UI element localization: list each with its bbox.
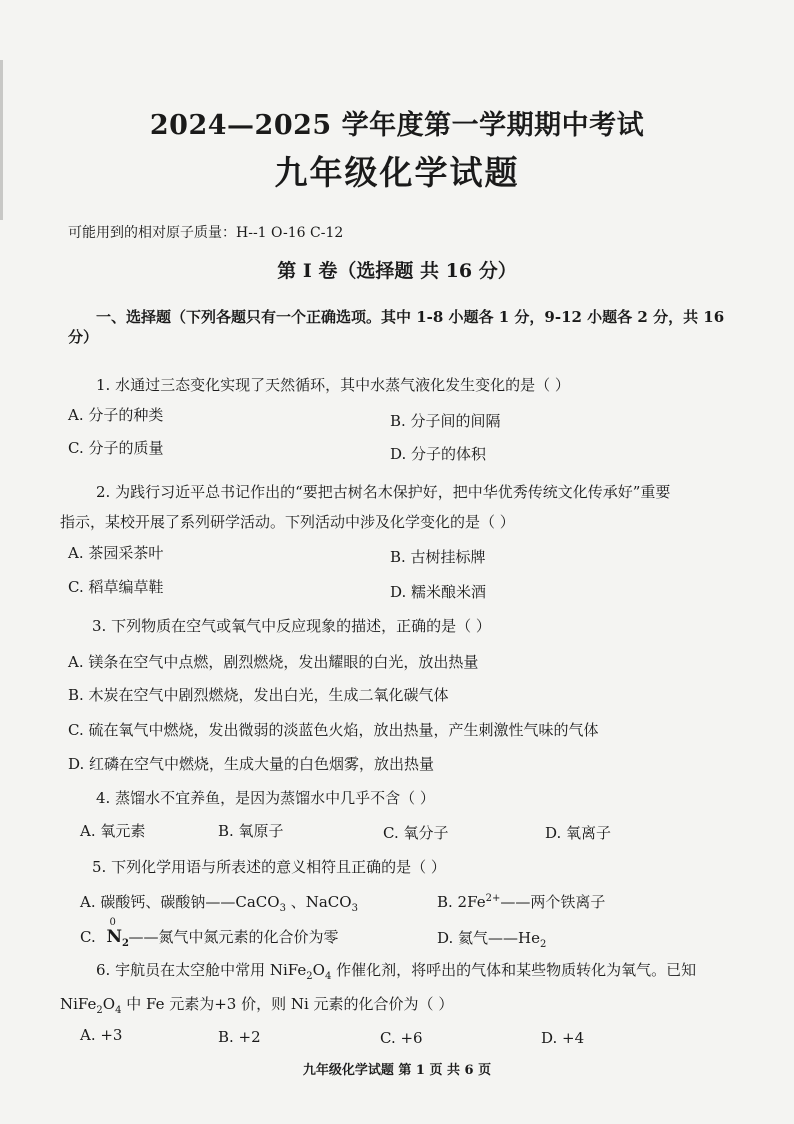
q4-option-c: C. 氧分子 xyxy=(383,824,449,842)
q1-option-b: B. 分子间的间隔 xyxy=(390,412,501,430)
q4-option-b: B. 氧原子 xyxy=(218,822,284,840)
q5-option-b: B. $2Fe^{2+}——$两个铁离子 xyxy=(437,893,606,911)
q3-option-c: C. 硫在氧气中燃烧，发出微弱的淡蓝色火焰，放出热量，产生刺激性气味的气体 xyxy=(68,721,599,739)
section-instructions: 一、选择题（下列各题只有一个正确选项。其中 1-8 小题各 1 分，9-12 小题各 2 分，共 16 xyxy=(96,308,725,326)
q3-stem: 3. 下列物质在空气或氧气中反应现象的描述，正确的是（ ） xyxy=(92,617,491,635)
q2-option-d: D. 糯米酿米酒 xyxy=(390,583,487,601)
q2-stem-line1: 2. 为践行习近平总书记作出的“要把古树名木保护好，把中华优秀传统文化传承好”重要 xyxy=(96,483,671,501)
q1-option-a: A. 分子的种类 xyxy=(68,406,164,424)
q2-option-a: A. 茶园采茶叶 xyxy=(68,544,164,562)
atomic-masses: 可能用到的相对原子质量：H--1 O-16 C-12 xyxy=(68,225,344,241)
q1-option-d: D. 分子的体积 xyxy=(390,445,487,463)
q3-option-b: B. 木炭在空气中剧烈燃烧，发出白光，生成二氧化碳气体 xyxy=(68,686,449,704)
q1-option-c: C. 分子的质量 xyxy=(68,439,164,457)
q6-option-a: A. +3 xyxy=(80,1026,123,1044)
q4-option-d: D. 氧离子 xyxy=(545,824,612,842)
exam-subtitle: 九年级化学试题 xyxy=(274,153,520,192)
q5-option-d: D. 氦气$——He_2$ xyxy=(437,929,547,950)
q5-option-c: C. 0 $N_2——$氮气中氮元素的化合价为零 xyxy=(80,917,339,949)
q6-stem-line2: $NiFe_2O_4$ 中 Fe 元素为+3 价，则 Ni 元素的化合价为（ ） xyxy=(60,995,454,1016)
page-footer: 九年级化学试题 第 1 页 共 6 页 xyxy=(302,1063,492,1078)
q4-stem: 4. 蒸馏水不宜养鱼，是因为蒸馏水中几乎不含（ ） xyxy=(96,789,435,807)
q3-option-a: A. 镁条在空气中点燃，剧烈燃烧，发出耀眼的白光，放出热量 xyxy=(68,653,479,671)
q6-option-b: B. +2 xyxy=(218,1028,261,1046)
q1-stem: 1. 水通过三态变化实现了天然循环，其中水蒸气液化发生变化的是（ ） xyxy=(96,376,570,394)
q6-option-d: D. +4 xyxy=(541,1029,585,1047)
q6-stem-line1: 6. 宇航员在太空舱中常用 $NiFe_2O_4$ 作催化剂，将呼出的气体和某些物质转化为氧气。已知 xyxy=(96,961,697,982)
q4-option-a: A. 氧元素 xyxy=(80,822,146,840)
q5-option-a: A. 碳酸钙、碳酸钠——CaCO$_3$ 、NaCO$_3$ xyxy=(80,893,358,914)
section-instructions-cont: 分） xyxy=(68,328,99,346)
exam-title: 2024—2025 学年度第一学期期中考试 xyxy=(149,110,645,141)
q5-stem: 5. 下列化学用语与所表述的意义相符且正确的是（ ） xyxy=(92,858,446,876)
q6-option-c: C. +6 xyxy=(380,1029,423,1047)
volume-title: 第 Ⅰ 卷（选择题 共 16 分） xyxy=(277,260,517,282)
q2-option-b: B. 古树挂标牌 xyxy=(390,548,486,566)
valence-zero: 0 xyxy=(109,917,116,928)
q3-option-d: D. 红磷在空气中燃烧，生成大量的白色烟雾，放出热量 xyxy=(68,755,435,773)
q2-option-c: C. 稻草编草鞋 xyxy=(68,578,164,596)
q2-stem-line2: 指示，某校开展了系列研学活动。下列活动中涉及化学变化的是（ ） xyxy=(60,513,515,531)
